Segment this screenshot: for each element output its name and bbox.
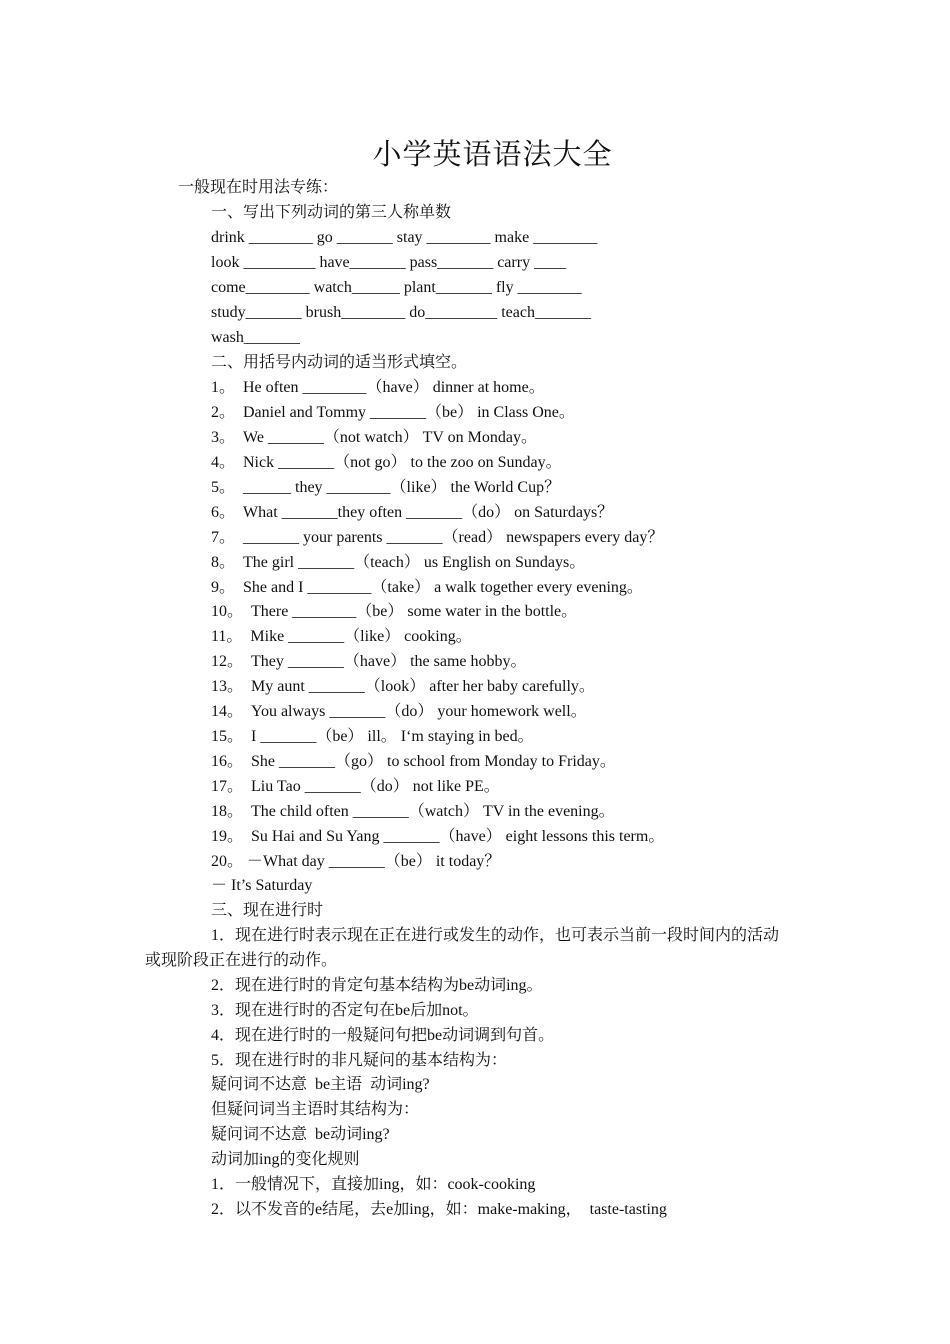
exercise-item: 14。 You always _______（do） your homework well。: [211, 703, 587, 720]
exercise-heading: 一、写出下列动词的第三人称单数: [211, 204, 452, 221]
verb-blank-line: come________ watch______ plant_______ fly ________: [211, 279, 582, 296]
verb-blank-line: drink ________ go _______ stay ________ make ________: [211, 229, 598, 246]
exercise-item: 20。 －What day _______（be） it today？: [211, 853, 501, 870]
verb-blank-line: wash_______: [211, 329, 300, 346]
paragraph-line: 但疑问词当主语时其结构为：: [211, 1101, 420, 1118]
paragraph-line: 疑问词不达意 be主语 动词ing?: [211, 1076, 430, 1093]
exercise-item: 8。 The girl _______（teach） us English on Sundays。: [211, 554, 586, 571]
paragraph-line: 疑问词不达意 be动词ing?: [211, 1126, 390, 1143]
exercise-item: 19。 Su Hai and Su Yang _______（have） eight lessons this term。: [211, 828, 665, 845]
paragraph-line: 4．现在进行时的一般疑问句把be动词调到句首。: [211, 1027, 555, 1044]
exercise-item: 16。 She _______（go） to school from Monday to Friday。: [211, 753, 616, 770]
exercise-item: 10。 There ________（be） some water in the bottle。: [211, 603, 578, 620]
exercise-item: 5。 ______ they ________（like） the World Cup？: [211, 479, 561, 496]
exercise-heading: 二、用括号内动词的适当形式填空。: [211, 354, 468, 371]
exercise-answer-line: － It’s Saturday: [211, 877, 313, 894]
exercise-item: 9。 She and I ________（take） a walk together every evening。: [211, 579, 643, 596]
paragraph-line: 1．一般情况下，直接加ing，如：cook-cooking: [211, 1176, 536, 1193]
exercise-item: 13。 My aunt _______（look） after her baby carefully。: [211, 678, 595, 695]
exercise-item: 15。 I _______（be） ill。 I‘m staying in bed。: [211, 728, 534, 745]
paragraph-line: 2．现在进行时的肯定句基本结构为be动词ing。: [211, 977, 543, 994]
paragraph-line: 1．现在进行时表示现在正在进行或发生的动作，也可表示当前一段时间内的活动: [211, 927, 780, 944]
exercise-item: 11。 Mike _______（like） cooking。: [211, 628, 472, 645]
exercise-item: 17。 Liu Tao _______（do） not like PE。: [211, 778, 500, 795]
page-title: 小学英语语法大全: [372, 139, 613, 171]
exercise-item: 1。 He often ________（have） dinner at home。: [211, 379, 545, 396]
paragraph-line: 3．现在进行时的否定句在be后加not。: [211, 1002, 479, 1019]
paragraph-line: 2．以不发音的e结尾，去e加ing，如：make-making， taste-tasting: [211, 1201, 667, 1218]
exercise-item: 6。 What _______they often _______（do） on Saturdays？: [211, 504, 614, 521]
exercise-item: 2。 Daniel and Tommy _______（be） in Class One。: [211, 404, 575, 421]
exercise-item: 18。 The child often _______（watch） TV in the evening。: [211, 803, 615, 820]
paragraph-line: 或现阶段正在进行的动作。: [145, 952, 338, 969]
exercise-item: 12。 They _______（have） the same hobby。: [211, 653, 527, 670]
exercise-item: 4。 Nick _______（not go） to the zoo on Sunday。: [211, 454, 562, 471]
verb-blank-line: look _________ have_______ pass_______ carry ____: [211, 254, 567, 271]
verb-blank-line: study_______ brush________ do_________ teach_______: [211, 304, 591, 321]
paragraph-line: 5．现在进行时的非凡疑问的基本结构为：: [211, 1052, 508, 1069]
paragraph-line: 动词加ing的变化规则: [211, 1151, 360, 1168]
exercise-item: 3。 We _______（not watch） TV on Monday。: [211, 429, 537, 446]
exercise-item: 7。 _______ your parents _______（read） newspapers every day？: [211, 529, 664, 546]
section-heading: 三、现在进行时: [211, 902, 324, 919]
section-heading: 一般现在时用法专练：: [178, 179, 339, 196]
